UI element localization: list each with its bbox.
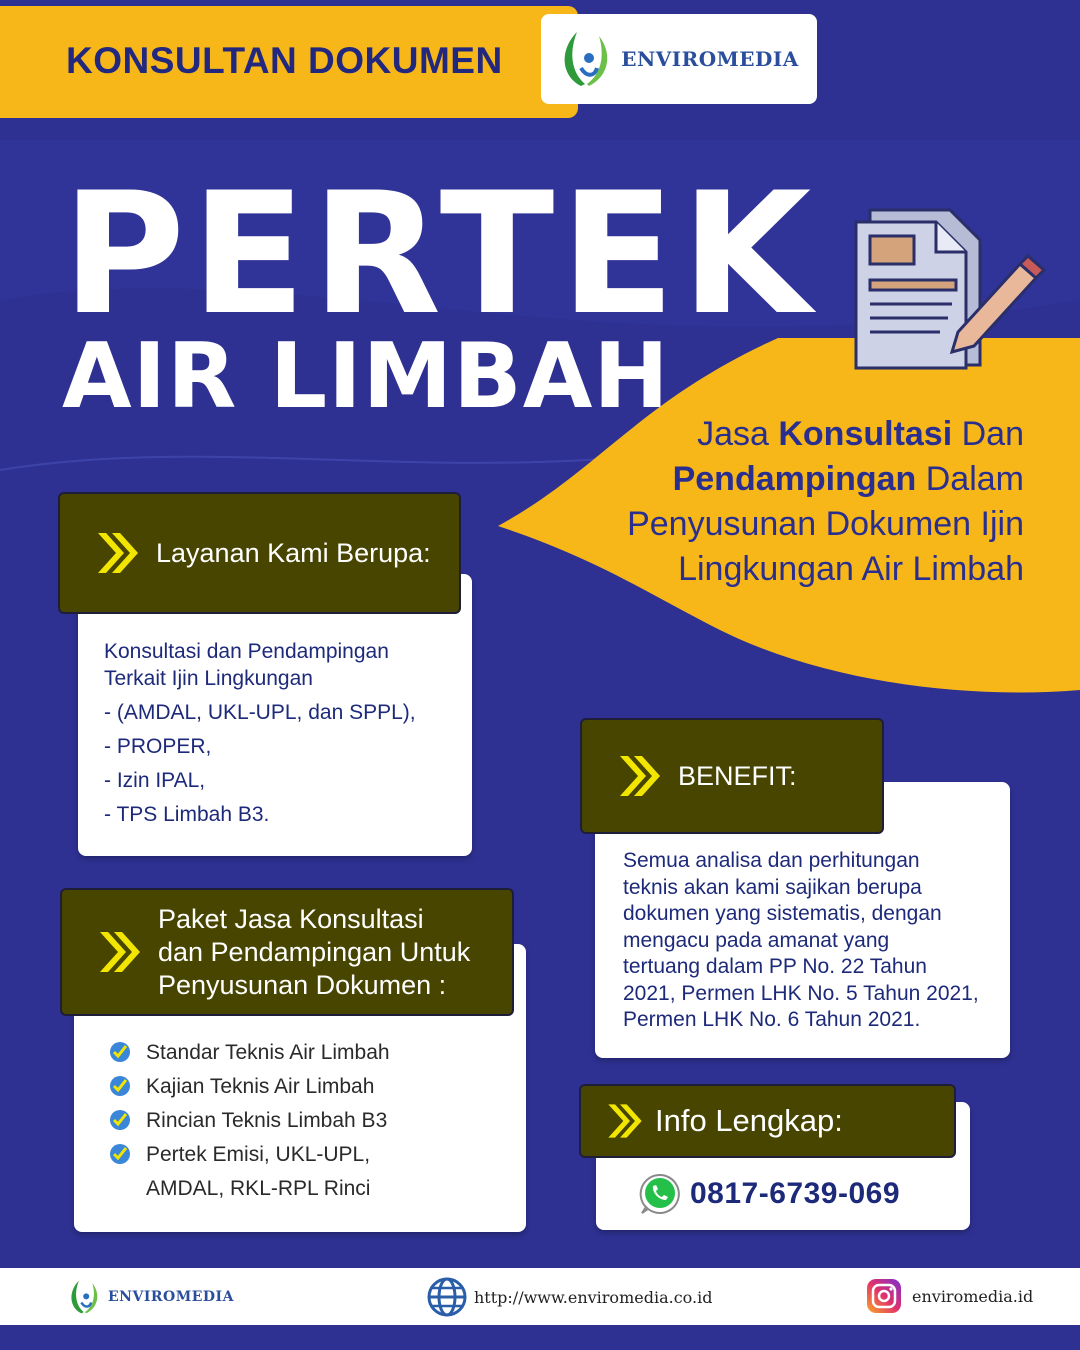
check-badge-icon	[108, 1040, 132, 1064]
phone-link[interactable]	[638, 1172, 900, 1216]
list-item: - TPS Limbah B3.	[104, 803, 270, 826]
footer	[0, 1268, 1080, 1325]
benefit-line: Permen LHK No. 6 Tahun 2021.	[623, 1008, 921, 1031]
top-logo	[541, 14, 817, 104]
top-title: KONSULTAN DOKUMEN	[66, 40, 503, 81]
packages-heading	[158, 903, 470, 1002]
services-header	[58, 492, 461, 614]
list-item	[108, 1040, 526, 1066]
list-item	[108, 1142, 526, 1168]
chevron-double-icon	[616, 752, 664, 800]
website-url: http://www.enviromedia.co.id	[474, 1287, 713, 1307]
footer-brand: ENVIROMEDIA	[108, 1289, 234, 1305]
leaf-logo-icon	[559, 28, 615, 90]
check-badge-icon	[108, 1074, 132, 1098]
list-item	[108, 1108, 526, 1134]
spacer	[108, 1176, 132, 1200]
check-badge-icon	[108, 1142, 132, 1166]
packages-heading-line: Penyusunan Dokumen :	[158, 969, 447, 1000]
whatsapp-icon	[638, 1172, 682, 1216]
list-item: - (AMDAL, UKL-UPL, dan SPPL),	[104, 701, 416, 724]
package-item: Rincian Teknis Limbah B3	[146, 1109, 388, 1132]
benefit-header	[580, 718, 884, 834]
tagline-text: Dalam	[916, 460, 1024, 498]
list-item	[108, 1176, 526, 1202]
packages-header	[60, 888, 514, 1016]
globe-icon	[426, 1276, 468, 1318]
leaf-logo-icon	[68, 1278, 102, 1316]
chevron-double-icon	[96, 928, 144, 976]
benefit-line: Semua analisa dan perhitungan	[623, 849, 920, 872]
tagline-bold: Pendampingan	[672, 460, 917, 498]
instagram-handle: enviromedia.id	[912, 1286, 1034, 1306]
tagline-bold: Konsultasi	[778, 415, 953, 453]
list-item	[108, 1074, 526, 1100]
tagline-line: Penyusunan Dokumen Ijin	[627, 505, 1024, 543]
package-item: AMDAL, RKL-RPL Rinci	[146, 1177, 371, 1200]
phone-number: 0817-6739-069	[690, 1177, 901, 1210]
instagram-link[interactable]	[866, 1278, 1033, 1314]
info-heading: Info Lengkap:	[655, 1103, 843, 1138]
tagline-line: Lingkungan Air Limbah	[678, 550, 1024, 588]
instagram-icon	[866, 1278, 902, 1314]
packages-heading-line: dan Pendampingan Untuk	[158, 936, 471, 967]
package-item: Pertek Emisi, UKL-UPL,	[146, 1143, 371, 1166]
benefit-heading: BENEFIT:	[678, 760, 797, 791]
list-item: - PROPER,	[104, 735, 212, 758]
check-badge-icon	[108, 1108, 132, 1132]
chevron-double-icon	[605, 1101, 645, 1141]
services-heading: Layanan Kami Berupa:	[156, 537, 431, 568]
headline-main: PERTEK	[62, 156, 818, 352]
document-pencil-icon	[840, 200, 1050, 380]
footer-logo	[68, 1278, 234, 1316]
benefit-line: teknis akan kami sajikan berupa	[623, 875, 922, 899]
packages-heading-line: Paket Jasa Konsultasi	[158, 903, 424, 934]
package-item: Kajian Teknis Air Limbah	[146, 1075, 375, 1098]
website-link[interactable]	[426, 1276, 712, 1318]
package-item: Standar Teknis Air Limbah	[146, 1041, 390, 1064]
services-intro: Konsultasi dan Pendampingan	[104, 640, 389, 663]
info-header	[579, 1084, 956, 1158]
brand-name: ENVIROMEDIA	[621, 47, 799, 71]
tagline-text: Jasa	[697, 415, 779, 453]
headline-sub: AIR LIMBAH	[62, 324, 670, 429]
services-card	[78, 574, 472, 856]
benefit-line: mengacu pada amanat yang	[623, 928, 890, 952]
list-item: - Izin IPAL,	[104, 769, 206, 792]
benefit-line: 2021, Permen LHK No. 5 Tahun 2021,	[623, 981, 979, 1005]
benefit-line: tertuang dalam PP No. 22 Tahun	[623, 955, 927, 978]
benefit-line: dokumen yang sistematis, dengan	[623, 902, 942, 925]
tagline-text: Dan	[952, 415, 1024, 453]
chevron-double-icon	[94, 529, 142, 577]
services-intro: Terkait Ijin Lingkungan	[104, 667, 313, 690]
tagline	[564, 412, 1024, 592]
